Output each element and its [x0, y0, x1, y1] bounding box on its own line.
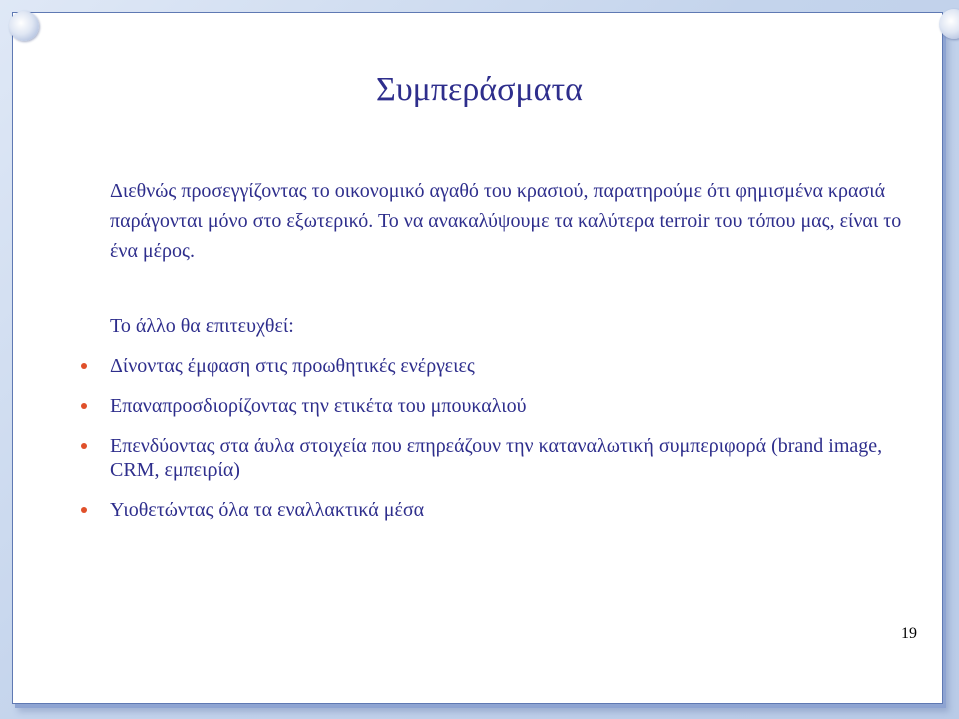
bullet-item: [110, 498, 925, 522]
bullet-dot-icon: [81, 443, 87, 449]
bullet-dot-icon: [81, 507, 87, 513]
bullet-item: [110, 394, 925, 418]
bullet-text: Υιοθετώντας όλα τα εναλλακτικά μέσα: [110, 499, 425, 521]
bullet-item: [110, 354, 925, 378]
lead-text: Το άλλο θα επιτευχθεί:: [110, 315, 294, 337]
bullet-dot-icon: [81, 403, 87, 409]
bullet-text: Επενδύοντας στα άυλα στοιχεία που επηρεάζουν την καταναλωτική συμπεριφορά (brand image, CRM, εμπειρία): [110, 435, 883, 481]
slide-title: Συμπεράσματα: [376, 71, 583, 108]
pushpin-icon: [9, 11, 39, 41]
bullet-list: [110, 354, 925, 538]
pushpin-icon: [939, 9, 959, 39]
intro-paragraph: Διεθνώς προσεγγίζοντας το οικονομικό αγαθό του κρασιού, παρατηρούμε ότι φημισμένα κρασιά παράγονται μόνο στο εξωτερικό. Το να ανακαλύψουμε τα καλύτερα terroir του τόπου μας, είναι το ένα μέρος.: [110, 180, 902, 262]
page-number: 19: [901, 625, 917, 642]
bullet-dot-icon: [81, 363, 87, 369]
bullet-text: Επαναπροσδιορίζοντας την ετικέτα του μπουκαλιού: [110, 395, 527, 417]
bullet-text: Δίνοντας έμφαση στις προωθητικές ενέργειες: [110, 355, 475, 377]
bullet-item: [110, 434, 925, 482]
